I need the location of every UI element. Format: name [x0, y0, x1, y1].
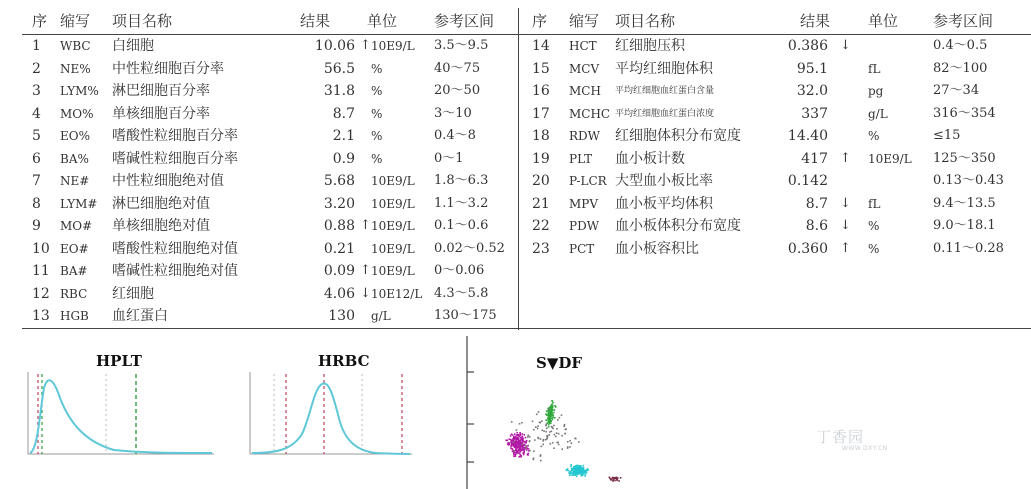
header-result: 结果 — [300, 12, 331, 30]
row-unit: 10E9/L — [371, 264, 415, 278]
header-ref: 参考区间 — [933, 12, 994, 30]
row-no: 21 — [532, 195, 550, 212]
header-unit: 单位 — [868, 12, 899, 30]
row-result: 0.88 — [323, 218, 355, 234]
row-ref: 9.4～13.5 — [933, 195, 996, 211]
row-name: 血小板体积分布宽度 — [615, 218, 741, 234]
table-row — [22, 125, 518, 147]
row-flag: ↑ — [360, 38, 371, 53]
row-unit: % — [371, 106, 383, 121]
row-no: 6 — [32, 150, 41, 167]
lymphocyte-cluster — [566, 464, 589, 477]
row-ref: 0.11～0.28 — [933, 240, 1004, 256]
row-abbr: RDW — [569, 129, 600, 143]
row-result: 0.9 — [332, 150, 355, 167]
row-name: 嗜酸性粒细胞绝对值 — [112, 240, 238, 257]
watermark-logo-text: 丁香园 — [816, 428, 865, 446]
row-unit: fL — [868, 196, 881, 211]
row-abbr: PCT — [569, 241, 595, 256]
row-name: 红细胞 — [112, 285, 154, 302]
row-abbr: PDW — [569, 219, 600, 233]
lab-report-table — [22, 8, 1031, 330]
row-abbr: HGB — [60, 309, 89, 323]
row-no: 2 — [32, 60, 41, 77]
row-unit: % — [371, 61, 383, 76]
row-no: 20 — [532, 173, 550, 189]
row-no: 13 — [32, 308, 50, 324]
row-no: 12 — [32, 285, 50, 302]
table-row — [22, 80, 518, 102]
row-unit: 10E9/L — [868, 151, 912, 166]
row-name: 血小板计数 — [615, 150, 685, 167]
row-result: 0.386 — [787, 38, 828, 54]
row-result: 31.8 — [323, 83, 355, 99]
eosinophil-cluster — [609, 477, 622, 482]
row-result: 56.5 — [323, 60, 355, 77]
row-ref: 125～350 — [933, 150, 996, 166]
row-abbr: NE# — [60, 174, 90, 188]
row-result: 0.09 — [323, 263, 355, 279]
row-no: 1 — [32, 38, 41, 54]
sdf-title: S▼DF — [536, 354, 583, 372]
table-row — [518, 125, 1031, 147]
table-row — [518, 35, 1031, 57]
row-unit: % — [868, 241, 880, 256]
header-name: 项目名称 — [615, 12, 676, 30]
table-row — [518, 58, 1031, 80]
header-unit: 单位 — [367, 12, 398, 30]
table-row — [22, 305, 518, 327]
dxy-watermark — [816, 426, 888, 452]
table-row — [518, 238, 1031, 260]
table-row — [22, 238, 518, 260]
row-result: 14.40 — [787, 128, 828, 144]
row-no: 10 — [32, 240, 50, 257]
header-ref: 参考区间 — [434, 12, 495, 30]
row-no: 19 — [532, 150, 550, 167]
row-result: 0.21 — [323, 240, 355, 257]
row-abbr: WBC — [60, 39, 91, 53]
row-no: 17 — [532, 105, 550, 122]
row-result: 2.1 — [332, 128, 355, 144]
row-unit: % — [371, 129, 383, 143]
left-table-header — [22, 10, 518, 32]
row-name: 中性粒细胞百分率 — [112, 60, 224, 77]
row-ref: 0.1～0.6 — [434, 218, 489, 233]
row-unit: 10E12/L — [371, 286, 423, 301]
row-flag: ↑ — [840, 150, 851, 166]
row-no: 11 — [32, 263, 50, 279]
row-no: 3 — [32, 83, 41, 99]
row-unit: g/L — [371, 309, 391, 323]
row-name: 白细胞 — [112, 38, 154, 54]
row-unit: 10E9/L — [371, 241, 415, 256]
row-ref: 0～0.06 — [434, 263, 485, 278]
row-result: 4.06 — [323, 285, 355, 302]
row-abbr: MCV — [569, 61, 600, 76]
table-row — [22, 193, 518, 215]
header-abbr: 缩写 — [60, 12, 91, 30]
row-unit: % — [371, 151, 383, 166]
row-result: 95.1 — [796, 60, 828, 77]
header-no: 序 — [532, 12, 548, 30]
neutrophil-cluster — [505, 432, 529, 458]
watermark-url: WWW.DXY.CN — [842, 445, 888, 452]
row-ref: 0.4～8 — [434, 128, 476, 143]
row-flag: ↓ — [360, 285, 371, 301]
row-ref: 1.1～3.2 — [434, 195, 489, 211]
row-name: 大型血小板比率 — [615, 173, 713, 189]
row-ref: 130～175 — [434, 308, 497, 323]
row-flag: ↓ — [840, 195, 851, 211]
row-no: 15 — [532, 60, 550, 77]
header-result: 结果 — [800, 12, 831, 30]
row-result: 8.6 — [805, 218, 828, 234]
row-abbr: LYM% — [60, 84, 99, 98]
row-abbr: BA# — [60, 264, 88, 278]
row-result: 5.68 — [323, 173, 355, 189]
row-ref: 0.13～0.43 — [933, 173, 1004, 188]
row-no: 5 — [32, 128, 41, 144]
scatter-noise — [511, 408, 580, 461]
row-flag: ↓ — [840, 218, 851, 233]
row-name: 红细胞压积 — [615, 38, 685, 54]
row-no: 18 — [532, 128, 550, 144]
row-unit: % — [371, 84, 383, 98]
row-name: 单核细胞百分率 — [112, 105, 210, 122]
row-abbr: EO% — [60, 129, 90, 143]
row-ref: 27～34 — [933, 83, 980, 98]
row-name: 淋巴细胞百分率 — [112, 83, 210, 99]
header-abbr: 缩写 — [569, 12, 600, 30]
row-no: 14 — [532, 38, 550, 54]
hplt-distribution-curve — [30, 380, 212, 453]
table-row — [518, 80, 1031, 102]
table-bottom-border — [22, 328, 1031, 329]
row-result: 3.20 — [323, 195, 355, 212]
row-abbr: P-LCR — [569, 174, 607, 188]
row-ref: 9.0～18.1 — [933, 218, 996, 233]
hrbc-title: HRBC — [318, 352, 370, 370]
row-abbr: NE% — [60, 61, 91, 76]
row-abbr: EO# — [60, 241, 89, 256]
table-row — [518, 148, 1031, 170]
row-unit: 10E9/L — [371, 174, 415, 188]
row-no: 23 — [532, 240, 550, 257]
row-name: 平均红细胞血红蛋白含量 — [615, 86, 715, 96]
row-name: 平均红细胞体积 — [615, 60, 713, 77]
row-unit: 10E9/L — [371, 219, 415, 233]
row-no: 22 — [532, 218, 550, 234]
row-abbr: BA% — [60, 151, 89, 166]
row-result: 130 — [328, 308, 355, 324]
table-row — [22, 260, 518, 282]
row-abbr: PLT — [569, 151, 593, 166]
hplt-title: HPLT — [96, 352, 142, 370]
table-row — [518, 103, 1031, 125]
row-name: 单核细胞绝对值 — [112, 218, 210, 234]
row-abbr: HCT — [569, 39, 597, 53]
row-abbr: MCH — [569, 84, 601, 98]
table-row — [22, 148, 518, 170]
hplt-histogram — [24, 350, 218, 460]
row-ref: 40～75 — [434, 60, 481, 76]
table-row — [22, 35, 518, 57]
table-row — [22, 215, 518, 237]
row-result: 337 — [801, 105, 828, 122]
table-row — [518, 193, 1031, 215]
row-name: 血小板平均体积 — [615, 195, 713, 212]
right-table-header — [518, 10, 1031, 32]
row-name: 嗜碱性粒细胞绝对值 — [112, 263, 238, 279]
row-name: 嗜酸性粒细胞百分率 — [112, 128, 238, 144]
row-unit: % — [868, 219, 880, 233]
row-flag: ↓ — [840, 38, 851, 53]
hrbc-distribution-curve — [252, 383, 410, 454]
row-ref: 82～100 — [933, 60, 988, 76]
row-no: 8 — [32, 195, 41, 212]
row-no: 16 — [532, 83, 550, 99]
row-result: 0.142 — [787, 173, 828, 189]
row-ref: 4.3～5.8 — [434, 285, 489, 301]
row-unit: % — [868, 129, 880, 143]
row-no: 7 — [32, 173, 41, 189]
table-row — [518, 215, 1031, 237]
table-row — [22, 170, 518, 192]
row-name: 血小板容积比 — [615, 240, 699, 257]
row-abbr: LYM# — [60, 196, 98, 211]
row-unit: g/L — [868, 106, 888, 121]
sdf-scatterplot — [466, 336, 636, 489]
row-result: 10.06 — [314, 38, 355, 54]
table-row — [22, 103, 518, 125]
row-ref: ≤15 — [933, 128, 961, 143]
row-unit: fL — [868, 61, 881, 76]
row-abbr: MO# — [60, 219, 93, 233]
row-ref: 20～50 — [434, 83, 481, 98]
row-result: 8.7 — [805, 195, 828, 212]
row-ref: 1.8～6.3 — [434, 173, 489, 188]
row-result: 8.7 — [332, 105, 355, 122]
row-name: 血红蛋白 — [112, 308, 168, 324]
monocyte-cluster — [545, 400, 556, 428]
row-abbr: MCHC — [569, 106, 611, 121]
row-unit: pg — [868, 84, 884, 98]
row-name: 嗜碱性粒细胞百分率 — [112, 150, 238, 167]
header-no: 序 — [32, 12, 48, 30]
row-abbr: RBC — [60, 286, 88, 301]
row-flag: ↑ — [840, 240, 851, 256]
row-ref: 0～1 — [434, 150, 464, 166]
row-flag: ↑ — [360, 218, 371, 233]
row-result: 0.360 — [787, 240, 828, 257]
row-result: 417 — [801, 150, 828, 167]
table-row — [22, 58, 518, 80]
row-name: 平均红细胞血红蛋白浓度 — [615, 108, 715, 119]
row-abbr: MO% — [60, 106, 94, 121]
row-no: 4 — [32, 105, 41, 122]
header-name: 项目名称 — [112, 12, 173, 30]
row-no: 9 — [32, 218, 41, 234]
row-ref: 316～354 — [933, 105, 996, 121]
table-row — [22, 283, 518, 305]
row-ref: 0.02～0.52 — [434, 240, 505, 256]
row-name: 淋巴细胞绝对值 — [112, 195, 210, 212]
row-abbr: MPV — [569, 196, 599, 211]
row-name: 中性粒细胞绝对值 — [112, 173, 224, 189]
row-ref: 0.4～0.5 — [933, 38, 988, 53]
row-ref: 3～10 — [434, 105, 472, 121]
table-row — [518, 170, 1031, 192]
row-ref: 3.5～9.5 — [434, 38, 489, 53]
row-unit: 10E9/L — [371, 39, 415, 53]
row-unit: 10E9/L — [371, 196, 415, 211]
row-name: 红细胞体积分布宽度 — [615, 128, 741, 144]
row-flag: ↑ — [360, 263, 371, 278]
hrbc-histogram — [246, 350, 416, 460]
row-result: 32.0 — [796, 83, 828, 99]
